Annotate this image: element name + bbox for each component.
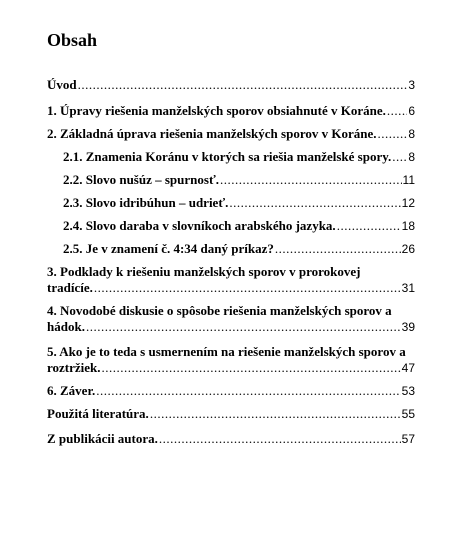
dot-leader [337, 218, 401, 234]
toc-entry-section-2-3[interactable] [63, 195, 415, 211]
dot-leader [86, 319, 401, 335]
dot-leader [392, 149, 407, 165]
toc-entry-chapter-6[interactable] [47, 383, 415, 399]
toc-entry-page: 11 [402, 173, 415, 187]
toc-entry-page: 47 [401, 361, 415, 375]
dot-leader [159, 431, 401, 447]
toc-entry-page: 12 [401, 196, 415, 210]
dot-leader [387, 103, 407, 119]
toc-entry-title: 2.3. Slovo idribúhun – udrieť. [63, 195, 229, 210]
toc-entry-section-2-5[interactable] [63, 241, 415, 257]
toc-entry-title: Z publikácii autora. [47, 431, 158, 446]
toc-entry-page: 57 [401, 432, 415, 446]
toc-entry-page: 39 [401, 320, 415, 334]
toc-entry-section-2-4[interactable] [63, 218, 415, 234]
toc-entry-bibliography[interactable] [47, 406, 415, 422]
toc-entry-uvod[interactable] [47, 77, 415, 93]
toc-entry-chapter-2[interactable] [47, 126, 415, 142]
dot-leader [150, 406, 401, 422]
toc-entry-title: 1. Úpravy riešenia manželských sporov obsiahnuté v Koráne. [47, 103, 386, 118]
toc-entry-page: 6 [408, 104, 415, 118]
toc-entry-title: 2. Základná úprava riešenia manželských sporov v Koráne. [47, 126, 377, 141]
dot-leader [102, 360, 401, 376]
dot-leader [229, 195, 400, 211]
toc-entry-chapter-5[interactable] [47, 344, 415, 376]
toc-entry-page: 3 [408, 78, 415, 92]
toc-entry-page: 53 [401, 384, 415, 398]
toc-entry-section-2-2[interactable] [63, 172, 415, 188]
toc-entry-chapter-1[interactable] [47, 103, 415, 119]
toc-entry-title: 6. Záver. [47, 383, 96, 398]
toc-entry-title: Úvod [47, 77, 77, 92]
toc-entry-title-line2: roztržiek. [47, 360, 101, 375]
dot-leader [96, 383, 400, 399]
dot-leader [94, 280, 401, 296]
toc-entry-page: 18 [401, 219, 415, 233]
toc-entry-title: 2.5. Je v znamení č. 4:34 daný príkaz? [63, 241, 274, 256]
toc-entry-author-publications[interactable] [47, 431, 415, 447]
toc-entry-title-line1: 5. Ako je to teda s usmernením na riešenie manželských sporov a [47, 344, 406, 359]
dot-leader [275, 241, 401, 257]
toc-entry-title-line1: 4. Novodobé diskusie o spôsobe riešenia manželských sporov a [47, 303, 392, 318]
toc-heading: Obsah [47, 30, 98, 50]
toc-entry-page: 8 [408, 127, 415, 141]
toc-entry-chapter-3[interactable] [47, 264, 415, 296]
toc-entry-title: 2.1. Znamenia Koránu v ktorých sa riešia manželské spory. [63, 149, 392, 164]
toc-entry-title-line1: 3. Podklady k riešeniu manželských sporov v prorokovej [47, 264, 361, 279]
toc-entry-title-line2: tradícíe. [47, 280, 93, 295]
toc-entry-title: 2.2. Slovo nušúz – spurnosť. [63, 172, 219, 187]
toc-entry-title: 2.4. Slovo daraba v slovníkoch arabského jazyka. [63, 218, 336, 233]
toc-entry-section-2-1[interactable] [63, 149, 415, 165]
toc-entry-page: 26 [401, 242, 415, 256]
dot-leader [377, 126, 407, 142]
dot-leader [78, 77, 408, 93]
toc-entry-title: Použitá literatúra. [47, 406, 149, 421]
toc-entry-page: 31 [401, 281, 415, 295]
toc-entry-chapter-4[interactable] [47, 303, 415, 335]
toc-entry-page: 55 [401, 407, 415, 421]
toc-entry-title-line2: hádok. [47, 319, 85, 334]
dot-leader [220, 172, 402, 188]
toc-entry-page: 8 [408, 150, 415, 164]
